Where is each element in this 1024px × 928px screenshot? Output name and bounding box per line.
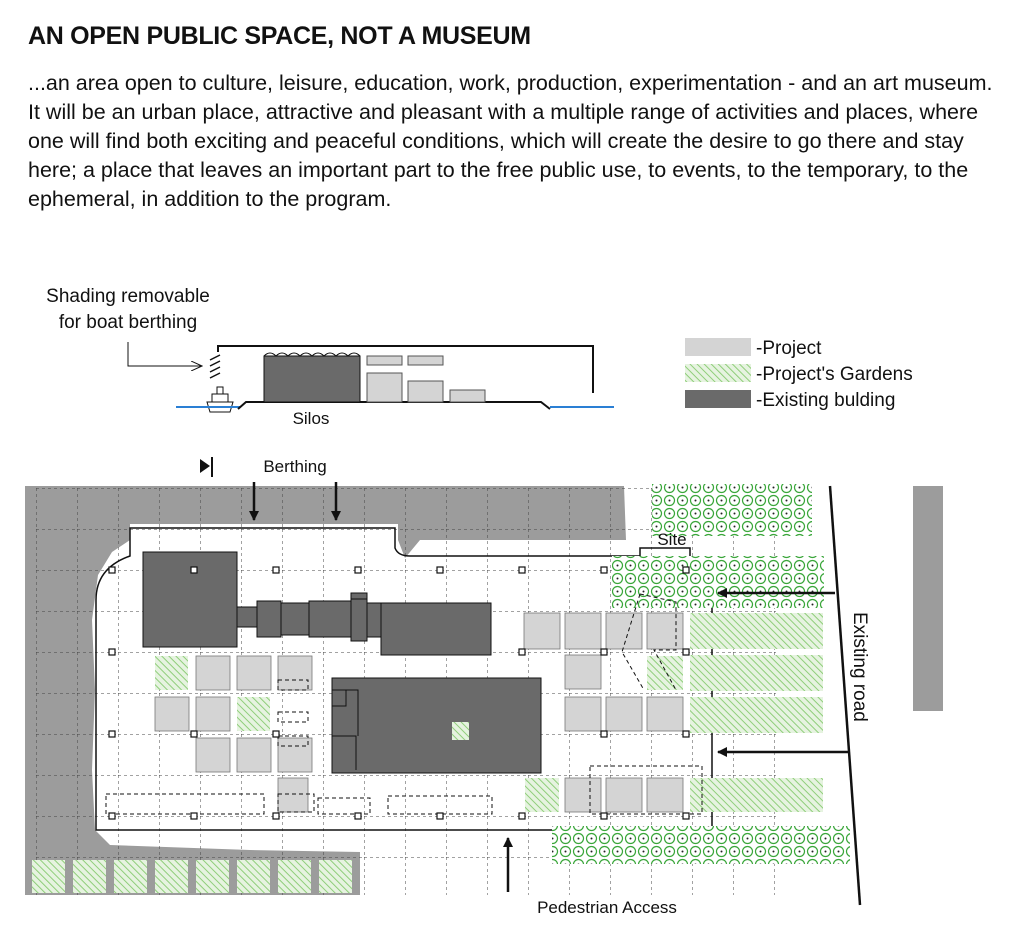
legend-gardens-label: -Project's Gardens — [756, 364, 913, 385]
terrain-strip-right — [913, 486, 943, 711]
berthing-label: Berthing — [263, 457, 327, 476]
shading-leader-arrow — [128, 342, 202, 366]
existing-courtyard-garden — [452, 722, 469, 740]
legend — [685, 338, 913, 411]
description-paragraph-2: It will be an urban place, attractive and pleasant with a multiple range of activities and places, where one will find both exciting and peaceful conditions, which will create the desire to go there and stay here; a place that leaves an important part to the free public use, to events, to the temporary, to the ephemeral, in addition to the program. — [28, 100, 979, 211]
section-ground — [238, 402, 550, 409]
existing-road-label: Existing road — [849, 612, 870, 722]
shading-marks — [210, 355, 220, 378]
section-diagram — [46, 286, 614, 428]
shading-label-line1: Shading removable — [46, 286, 210, 307]
silos-label: Silos — [292, 409, 330, 428]
legend-existing-label: -Existing bulding — [756, 390, 896, 411]
legend-swatch-gardens — [685, 364, 751, 382]
legend-swatch-project — [685, 338, 751, 356]
silos-block — [264, 356, 360, 402]
description-paragraph-1: ...an area open to culture, leisure, education, work, production, experimentation - and an art museum. — [28, 71, 993, 95]
site-plan — [25, 457, 943, 917]
legend-project-label: -Project — [756, 338, 822, 359]
section-cut-marker — [200, 457, 212, 477]
page-title: AN OPEN PUBLIC SPACE, NOT A MUSEUM — [28, 22, 531, 50]
section-project-blocks — [367, 356, 485, 402]
legend-swatch-existing — [685, 390, 751, 408]
shading-label-line2: for boat berthing — [58, 312, 198, 333]
boat-icon — [207, 387, 233, 412]
site-label: Site — [657, 530, 687, 549]
pedestrian-access-label: Pedestrian Access — [537, 898, 677, 917]
